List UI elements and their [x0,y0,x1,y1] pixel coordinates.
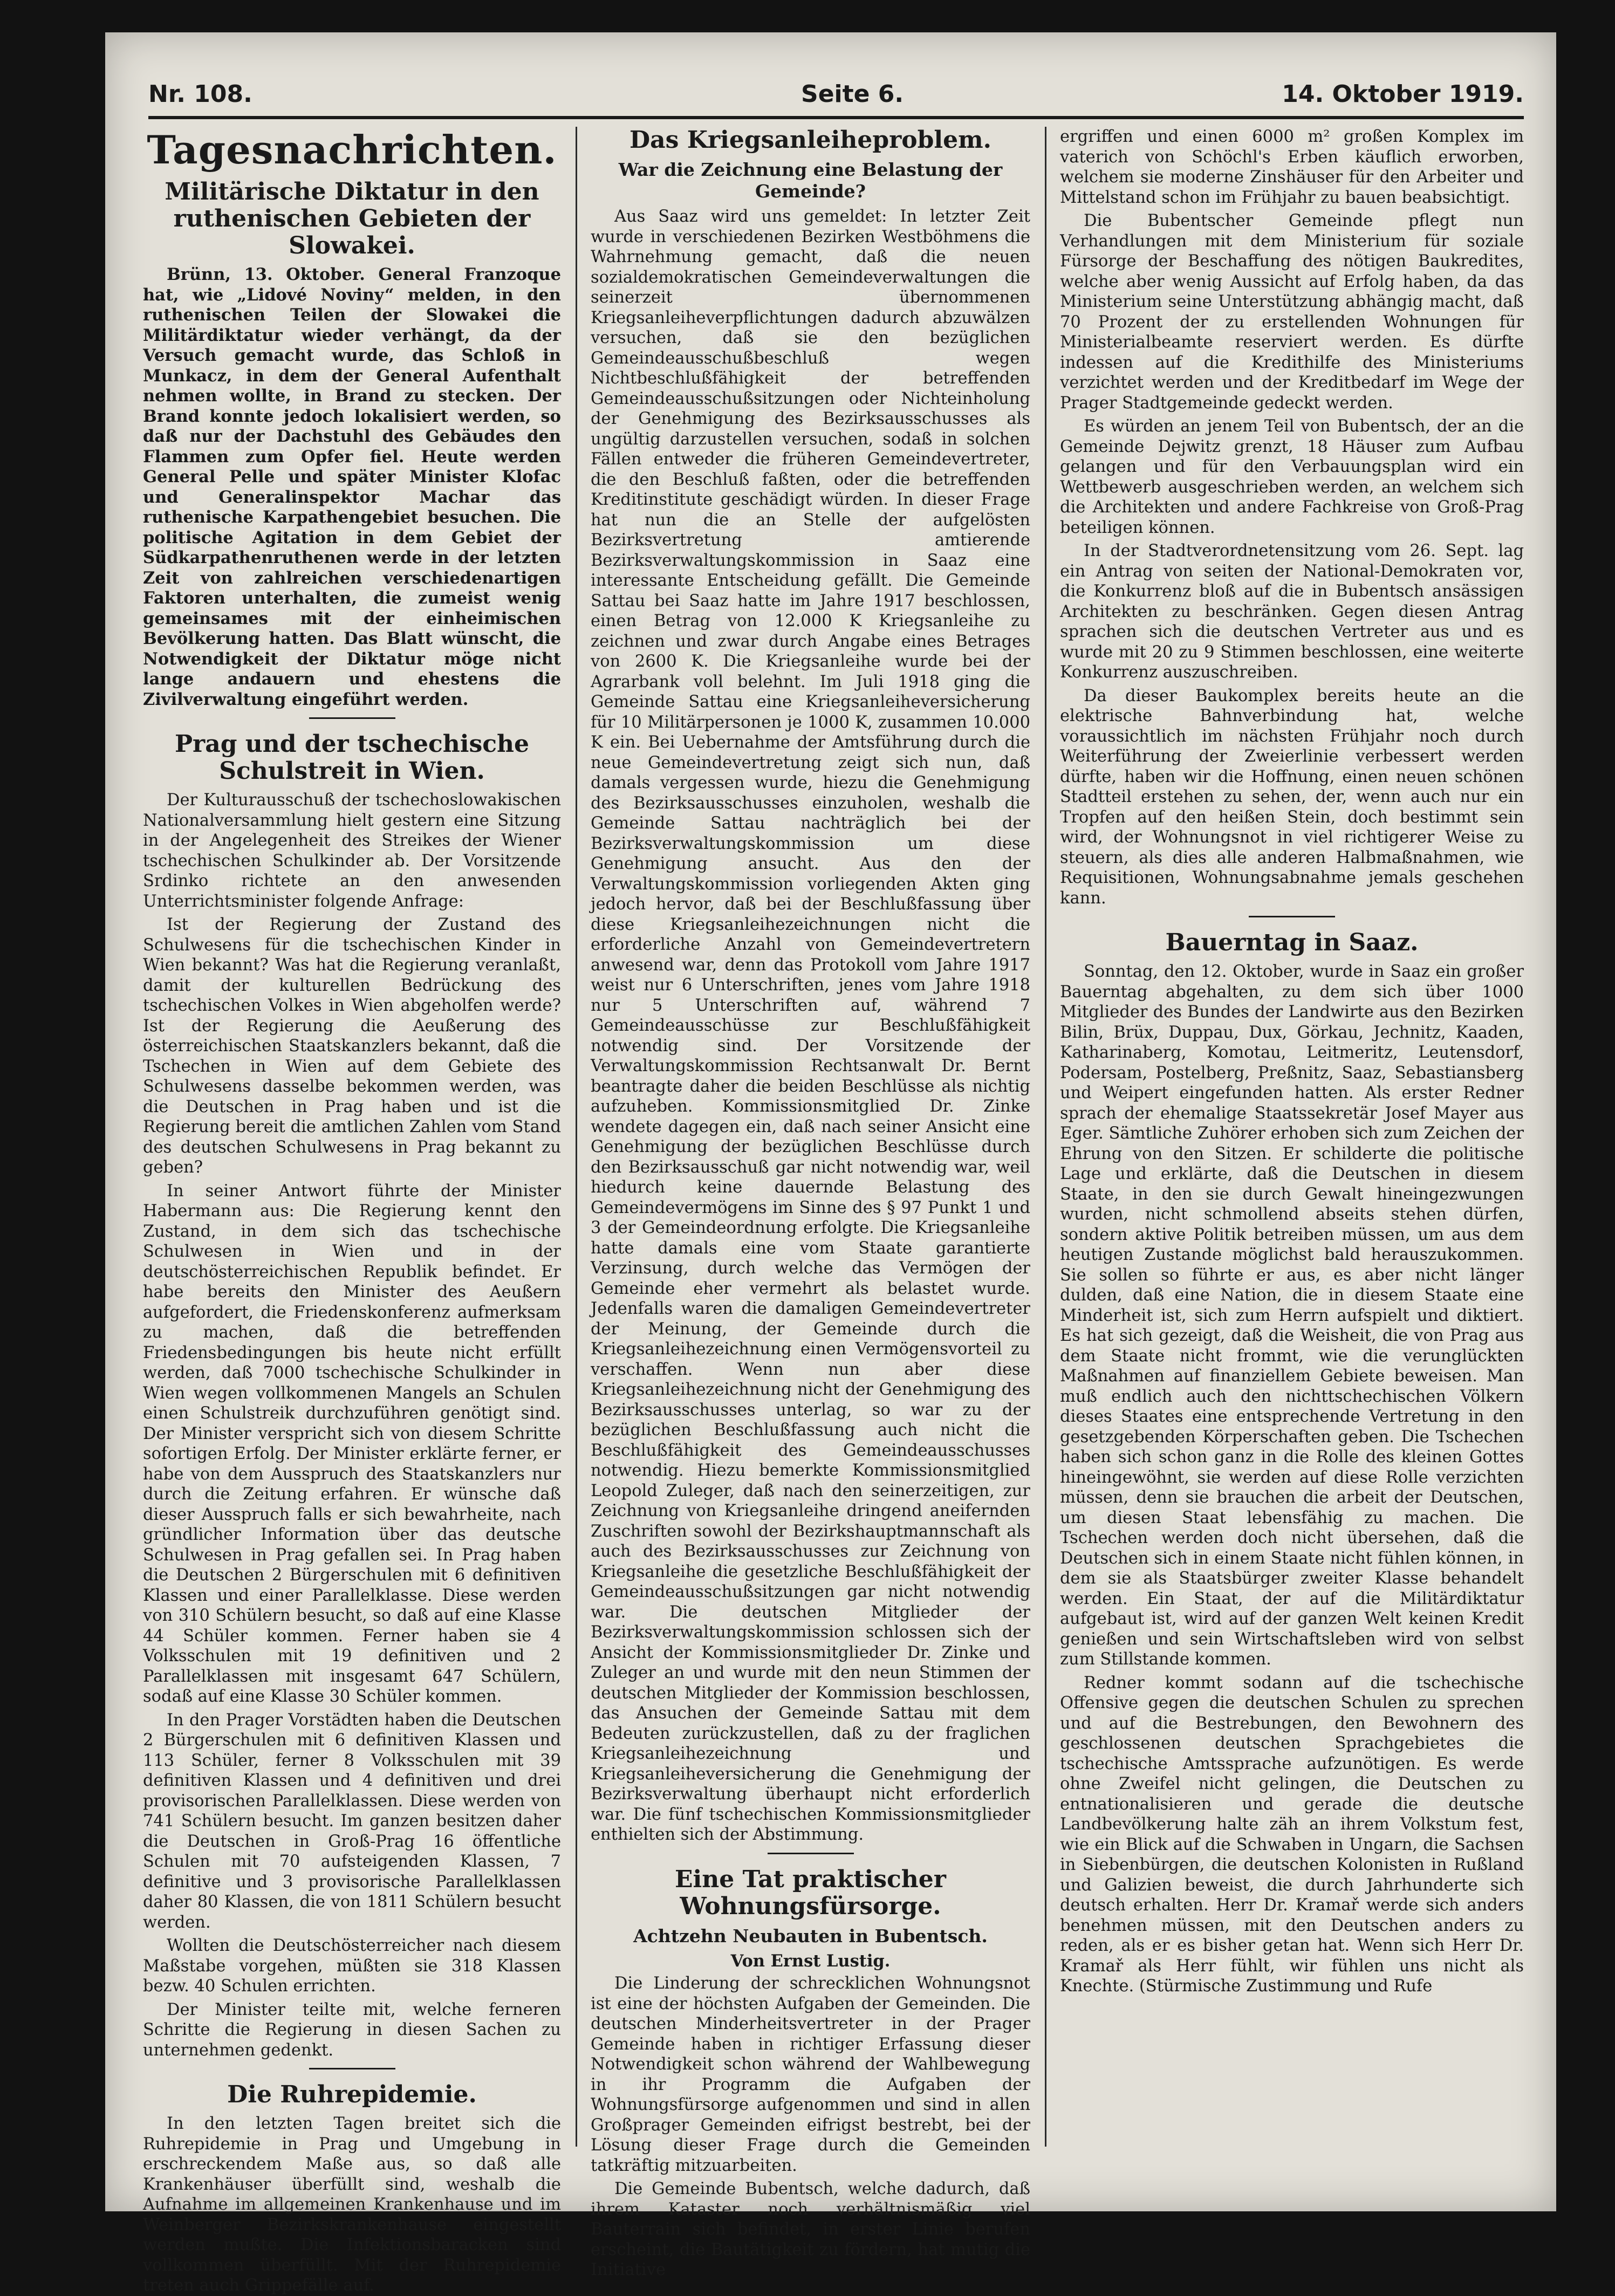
article-paragraph: Der Kulturausschuß der tschechoslowakischen Nationalversammlung hielt gestern eine Sitzung in der Angelegenheit des Streikes der Wiener tschechischen Schulkinder ab. Der Vorsitzende Srdinko richtete an den anwesenden Unterrichtsminister folgende Anfrage: [143,791,561,911]
issue-date: 14. Oktober 1919. [1282,80,1524,108]
section-title: Tagesnachrichten. [147,127,557,173]
column-2 [591,126,1030,2279]
article-paragraph: Da dieser Baukomplex bereits heute an die elektrische Bahnverbindung hat, welche voraussichtlich im nächsten Frühjahr noch durch Weiterführung der Zweierlinie verbessert werden dürfte, haben wir die Hoffnung, einen neuen schönen Stadtteil erstehen zu sehen, der, wenn auch nur ein Tropfen auf den heißen Stein, doch bestimmt sein wird, der Wohnungsnot in viel richtigerer Weise zu steuern, als dies alle anderen Halbmaßnahmen, wie Requisitionen, Wohnungsabnahme jemals geschehen kann. [1060,686,1524,908]
article-paragraph: Die Bubentscher Gemeinde pflegt nun Verhandlungen mit dem Ministerium für soziale Fürsorge der Beschaffung des nötigen Baukredites, welche aber wenig Aussicht auf Erfolg haben, da das Ministerium seine Unterstützung abhängig macht, daß 70 Prozent der zu erstellenden Wohnungen für Ministerialbeamte reserviert werden. Es dürfte indessen auf die Kredithilfe des Ministeriums verzichtet werden und der Kreditbedarf im Wege der Prager Stadtgemeinde gedeckt werden. [1060,211,1524,413]
article-title: Bauerntag in Saaz. [1165,929,1419,956]
article-title: Eine Tat praktischer Wohnungsfürsorge. [675,1865,946,1920]
article-paragraph: Brünn, 13. Oktober. General Franzoque hat, wie „Lidové Noviny“ melden, in den ruthenischen Teilen der Slowakei die Militärdiktatur wieder verhängt, da der Versuch gemacht wurde, das Schloß in Munkacz, in dem der General Aufenthalt nehmen wollte, in Brand zu stecken. Der Brand konnte jedoch lokalisiert werden, so daß nur der Dachstuhl des Gebäudes den Flammen zum Opfer fiel. Heute werden General Pelle und später Minister Klofac und Generalinspektor Machar das ruthenische Karpathengebiet besuchen. Die politische Agitation in dem Gebiet der Südkarpathenruthenen werde in der letzten Zeit von zahlreichen verschiedenartigen Faktoren unterhalten, die zumeist wenig gemeinsames mit der einheimischen Bevölkerung hatten. Das Blatt wünscht, die Notwendigkeit der Diktatur möge nicht lange andauern und ehestens die Zivilverwaltung eingeführt werden. [143,265,561,709]
article-paragraph: Es würden an jenem Teil von Bubentsch, der an die Gemeinde Dejwitz grenzt, 18 Häuser zum Aufbau gelangen und für den Verbauungsplan wird ein Wettbewerb ausgeschrieben werden, an welchem sich die Architekten und andere Fachkreise von Groß-Prag beteiligen können. [1060,417,1524,537]
column-rule [1045,127,1046,2147]
divider [1249,916,1335,917]
article-paragraph: Aus Saaz wird uns gemeldet: In letzter Zeit wurde in verschiedenen Bezirken Westböhmens die Wahrnehmung gemacht, daß die neuen sozialdemokratischen Gemeindeverwaltungen die seinerzeit übernommenen Kriegsanleiheverpflichtungen dadurch abzuwälzen versuchen, daß sie den bezüglichen Gemeindeausschußbeschluß wegen Nichtbeschlußfähigkeit der betreffenden Gemeindeausschußsitzungen oder Nichteinholung der Genehmigung des Bezirksausschusses als ungültig darzustellen versuchen, sodaß in solchen Fällen entweder die früheren Gemeindevertreter, die den Beschluß faßten, oder die betreffenden Kreditinstitute geschädigt würden. In dieser Frage hat nun die an Stelle der aufgelösten Bezirksvertretung amtierende Bezirksverwaltungskommission in Saaz eine interessante Entscheidung gefällt. Die Gemeinde Sattau bei Saaz hatte im Jahre 1917 beschlossen, einen Betrag von 12.000 K Kriegsanleihe zu zeichnen und zwar durch Angabe eines Betrages von 2600 K. Die Kriegsanleihe wurde bei der Agrarbank voll belehnt. Im Juli 1918 ging die Gemeinde Sattau eine Kriegsanleiheversicherung für 10 Militärpersonen je 1000 K, zusammen 10.000 K ein. Bei Uebernahme der Amtsführung durch die neue Gemeindevertretung zeigt sich nun, daß damals vergessen wurde, hiezu die Genehmigung des Bezirksausschusses einzuholen, weshalb die Gemeinde Sattau nachträglich bei der Bezirksverwaltungskommission um diese Genehmigung ansucht. Aus den der Verwaltungskommission vorliegenden Akten ging jedoch hervor, daß bei der Beschlußfassung über diese Kriegsanleihezeichnungen nicht die erforderliche Anzahl von Gemeindevertretern anwesend war, denn das Protokoll vom Jahre 1917 weist nur 6 Unterschriften, jenes vom Jahre 1918 nur 5 Unterschriften auf, während 7 Gemeindeausschüsse zur Beschlußfähigkeit notwendig sind. Der Vorsitzende der Verwaltungskommission Rechtsanwalt Dr. Bernt beantragte daher die beiden Beschlüsse als nichtig aufzuheben. Kommissionsmitglied Dr. Zinke wendete dagegen ein, daß nach seiner Ansicht eine Genehmigung der bezüglichen Beschlüsse durch den Bezirksausschuß gar nicht notwendig war, weil hiedurch keine dauernde Belastung des Gemeindevermögens im Sinne des § 97 Punkt 1 und 3 der Gemeindeordnung erfolgte. Die Kriegsanleihe hatte damals eine vom Staate garantierte Verzinsung, durch welche das Vermögen der Gemeinde eher vermehrt als belastet wurde. Jedenfalls waren die damaligen Gemeindevertreter der Meinung, der Gemeinde durch die Kriegsanleihezeichnung einen Vermögensvorteil zu verschaffen. Wenn nun aber diese Kriegsanleihezeichnung nicht der Genehmigung des Bezirksausschusses unterlag, so war zu der bezüglichen Beschlußfassung auch nicht die Beschlußfähigkeit des Gemeindeausschusses notwendig. Hiezu bemerkte Kommissionsmitglied Leopold Zuleger, daß nach den seinerzeitigen, zur Zeichnung von Kriegsanleihe dringend aneifernden Zuschriften sowohl der Bezirkshauptmannschaft als auch des Bezirksausschusses zur Zeichnung von Kriegsanleihe die gesetzliche Beschlußfähigkeit der Gemeindeausschußsitzungen gar nicht notwendig war. Die deutschen Mitglieder der Bezirksverwaltungskommission schlossen sich der Ansicht der Kommissionsmitglieder Dr. Zinke und Zuleger an und wurde mit den neun Stimmen der deutschen Mitglieder der Kommission beschlossen, das Ansuchen der Gemeinde Sattau mit dem Bedeuten zurückzustellen, daß zu der fraglichen Kriegsanleihezeichnung und Kriegsanleiheversicherung die Genehmigung der Bezirksverwaltung überhaupt nicht erforderlich war. Die fünf tschechischen Kommissionsmitglieder enthielten sich der Abstimmung. [591,207,1030,1844]
column-rule [576,127,577,2147]
newspaper-page [105,32,1556,2295]
column-1 [143,127,561,2295]
article-title: Die Ruhrepidemie. [227,2081,477,2108]
article-paragraph: Sonntag, den 12. Oktober, wurde in Saaz ein großer Bauerntag abgehalten, zu dem sich über 1000 Mitglieder des Bundes der Landwirte aus den Bezirken Bilin, Brüx, Duppau, Dux, Görkau, Jechnitz, Kaaden, Katharinaberg, Komotau, Leitmeritz, Leutensdorf, Podersam, Postelberg, Preßnitz, Saaz, Sebastiansberg und Weipert eingefunden hatten. Als erster Redner sprach der ehemalige Staatssekretär Josef Mayer aus Eger. Sämtliche Zuhörer erhoben sich zum Zeichen der Ehrung von den Sitzen. Er schilderte die politische Lage und erklärte, daß die Deutschen in diesem Staate, in den sie durch Gewalt hineingezwungen wurden, nicht schmollend abseits stehen dürfen, sondern aktive Politik betreiben müssen, um aus dem heutigen Zustande möglichst bald herauszukommen. Sie sollen so führte er aus, es aber nicht länger dulden, daß eine Nation, die in diesem Staate eine Minderheit ist, sich zum Herrn aufspielt und diktiert. Es hat sich gezeigt, daß die Weisheit, die von Prag aus dem Staate nicht frommt, wie die verunglückten Maßnahmen auf finanziellem Gebiete beweisen. Man muß endlich auch den nichttschechischen Völkern dieses Staates eine entsprechende Vertretung in den gesetzgebenden Körperschaften geben. Die Tschechen haben sich schon ganz in die Rolle des kleinen Gottes hineingewöhnt, sie werden auf diese Rolle verzichten müssen, denn sie brauchen die arbeit der Deutschen, um diesen Staat lebensfähig zu machen. Die Tschechen werden doch nicht übersehen, daß die Deutschen sich in einem Staate nicht fühlen können, in dem sie als Staatsbürger zweiter Klasse behandelt werden. Ein Staat, der auf die Militärdiktatur aufgebaut ist, wird auf der ganzen Welt keinen Kredit genießen und sein Wirtschaftsleben wird von selbst zum Stillstande kommen. [1060,962,1524,1669]
article-title: Prag und der tschechische Schulstreit in Wien. [174,730,530,785]
article-paragraph: Redner kommt sodann auf die tschechische Offensive gegen die deutschen Schulen zu sprechen und auf die Bestrebungen, den Bewohnern des geschlossenen deutschen Sprachgebietes die tschechische Amtssprache aufzunötigen. Es werde ohne Zweifel nicht gelingen, die Deutschen zu entnationalisieren und gerade die deutsche Landbevölkerung halte zäh an ihrem Volkstum fest, wie ein Blick auf die Schwaben in Ungarn, die Sachsen in Siebenbürgen, die deutschen Kolonisten in Rußland und Galizien beweist, die durch Jahrhunderte sich deutsch erhalten. Herr Dr. Kramař werde sich anders benehmen müssen, mit den Deutschen anders zu reden, als er es bisher getan hat. Wenn sich Herr Dr. Kramař als Herr fühlt, wir fühlen uns nicht als Knechte. (Stürmische Zustimmung und Rufe [1060,1673,1524,1996]
article-paragraph: Wollten die Deutschösterreicher nach diesem Maßstabe vorgehen, müßten sie 318 Klassen bezw. 40 Schulen errichten. [143,1936,561,1996]
article-paragraph: Der Minister teilte mit, welche ferneren Schritte die Regierung in diesen Sachen zu unternehmen gedenkt. [143,2000,561,2060]
article-subtitle: War die Zeichnung eine Belastung der Gemeinde? [618,159,1003,202]
article-title: Militärische Diktatur in den ruthenischen Gebieten der Slowakei. [165,178,539,259]
page-number: Seite 6. [801,80,904,108]
article-paragraph: Die Gemeinde Bubentsch, welche dadurch, daß ihrem Kataster noch verhältnismäßig viel Bauterrain sich befindet, in erster Linie berufen erscheint, die Bautätigkeit zu fördern, hat mutig die Initiative [591,2180,1030,2279]
article-subtitle: Achtzehn Neubauten in Bubentsch. [633,1925,988,1947]
divider [309,2068,395,2069]
article-title: Das Kriegsanleiheproblem. [629,126,991,154]
page-header [148,73,1524,119]
divider [768,1853,854,1854]
article-paragraph: In seiner Antwort führte der Minister Habermann aus: Die Regierung kennt den Zustand, in dem sich das tschechische Schulwesen in Wien und in der deutschösterreichischen Republik befindet. Er habe bereits den Minister des Aeußern aufgefordert, die Friedenskonferenz aufmerksam zu machen, daß die betreffenden Friedensbedingungen bis heute nicht erfüllt werden, daß 7000 tschechische Schulkinder in Wien wegen vollkommenen Mangels an Schulen einen Schulstreik durchzuführen genötigt sind. Der Minister verspricht sich von diesem Schritte sofortigen Erfolg. Der Minister erklärte ferner, er habe von dem Ausspruch des Staatskanzlers nur durch die Zeitung erfahren. Er wünsche daß dieser Ausspruch falls er sich bewahrheite, nach gründlicher Information über das deutsche Schulwesen in Prag gefallen sei. In Prag haben die Deutschen 2 Bürgerschulen mit 6 definitiven Klassen und einer Parallelklasse. Diese werden von 310 Schülern besucht, so daß auf eine Klasse 44 Schüler kommen. Ferner haben sie 4 Volksschulen mit 19 definitiven und 2 Parallelklassen mit insgesamt 647 Schülern, sodaß auf eine Klasse 30 Schüler kommen. [143,1181,561,1706]
column-3 [1060,127,1524,2179]
article-paragraph: ergriffen und einen 6000 m² großen Komplex im vaterich von Schöchl's Erben käuflich erworben, welchem sie moderne Zinshäuser für den Arbeiter und Mittelstand schon im Frühjahr zu bauen beabsichtigt. [1060,127,1524,207]
article-paragraph: Die Linderung der schrecklichen Wohnungsnot ist eine der höchsten Aufgaben der Gemeinden. Die deutschen Minderheitsvertreter in der Prager Gemeinde haben in richtiger Erfassung dieser Notwendigkeit schon während der Wahlbewegung in ihr Programm die Aufgaben der Wohnungsfürsorge aufgenommen und sind in allen Großprager Gemeinden eifrigst bestrebt, bei der Lösung dieser Frage durch die Gemeinden tatkräftig mitzuarbeiten. [591,1974,1030,2175]
divider [309,717,395,719]
article-paragraph: Ist der Regierung der Zustand des Schulwesens für die tschechischen Kinder in Wien bekannt? Was hat die Regierung veranlaßt, damit der kulturellen Bedrückung des tschechischen Volkes in Wien abgeholfen werde? Ist der Regierung die Aeußerung des österreichischen Staatskanzlers bekannt, daß die Tschechen in Wien auf dem Gebiete des Schulwesens dasselbe bekommen werden, was die Deutschen in Prag haben und ist die Regierung bereit die amtlichen Zahlen vom Stand des deutschen Schulwesens in Prag bekannt zu geben? [143,915,561,1177]
issue-number: Nr. 108. [148,80,252,108]
article-paragraph: In der Stadtverordnetensitzung vom 26. Sept. lag ein Antrag von seiten der National-Demokraten vor, die Konkurrenz bloß auf die in Bubentsch ansässigen Architekten zu beschränken. Gegen diesen Antrag sprachen sich die deutschen Vertreter aus und es wurde mit 20 zu 9 Stimmen beschlossen, eine weiterte Konkurrenz auszuschreiben. [1060,542,1524,682]
article-paragraph: In den Prager Vorstädten haben die Deutschen 2 Bürgerschulen mit 6 definitiven Klassen und 113 Schüler, ferner 8 Volksschulen mit 39 definitiven Klassen und 4 definitiven und drei provisorischen Parallelklassen. Diese werden von 741 Schülern besucht. Im ganzen besitzen daher die Deutschen in Groß-Prag 16 öffentliche Schulen mit 70 aufsteigenden Klassen, 7 definitive und 3 provisorische Parallelklassen daher 80 Klassen, die von 1811 Schülern besucht werden. [143,1710,561,1932]
author-byline: Von Ernst Lustig. [730,1951,891,1971]
article-paragraph: In den letzten Tagen breitet sich die Ruhrepidemie in Prag und Umgebung in erschreckendem Maße aus, so daß alle Krankenhäuser überfüllt sind, weshalb die Aufnahme im allgemeinen Krankenhause und im Weinberger Bezirkskrankenhause eingestellt werden mußte. Die Infektionsbaracken sind vollkommen überfüllt. Mit der Ruhrepidemie treten auch Grippefälle auf. [143,2114,561,2295]
